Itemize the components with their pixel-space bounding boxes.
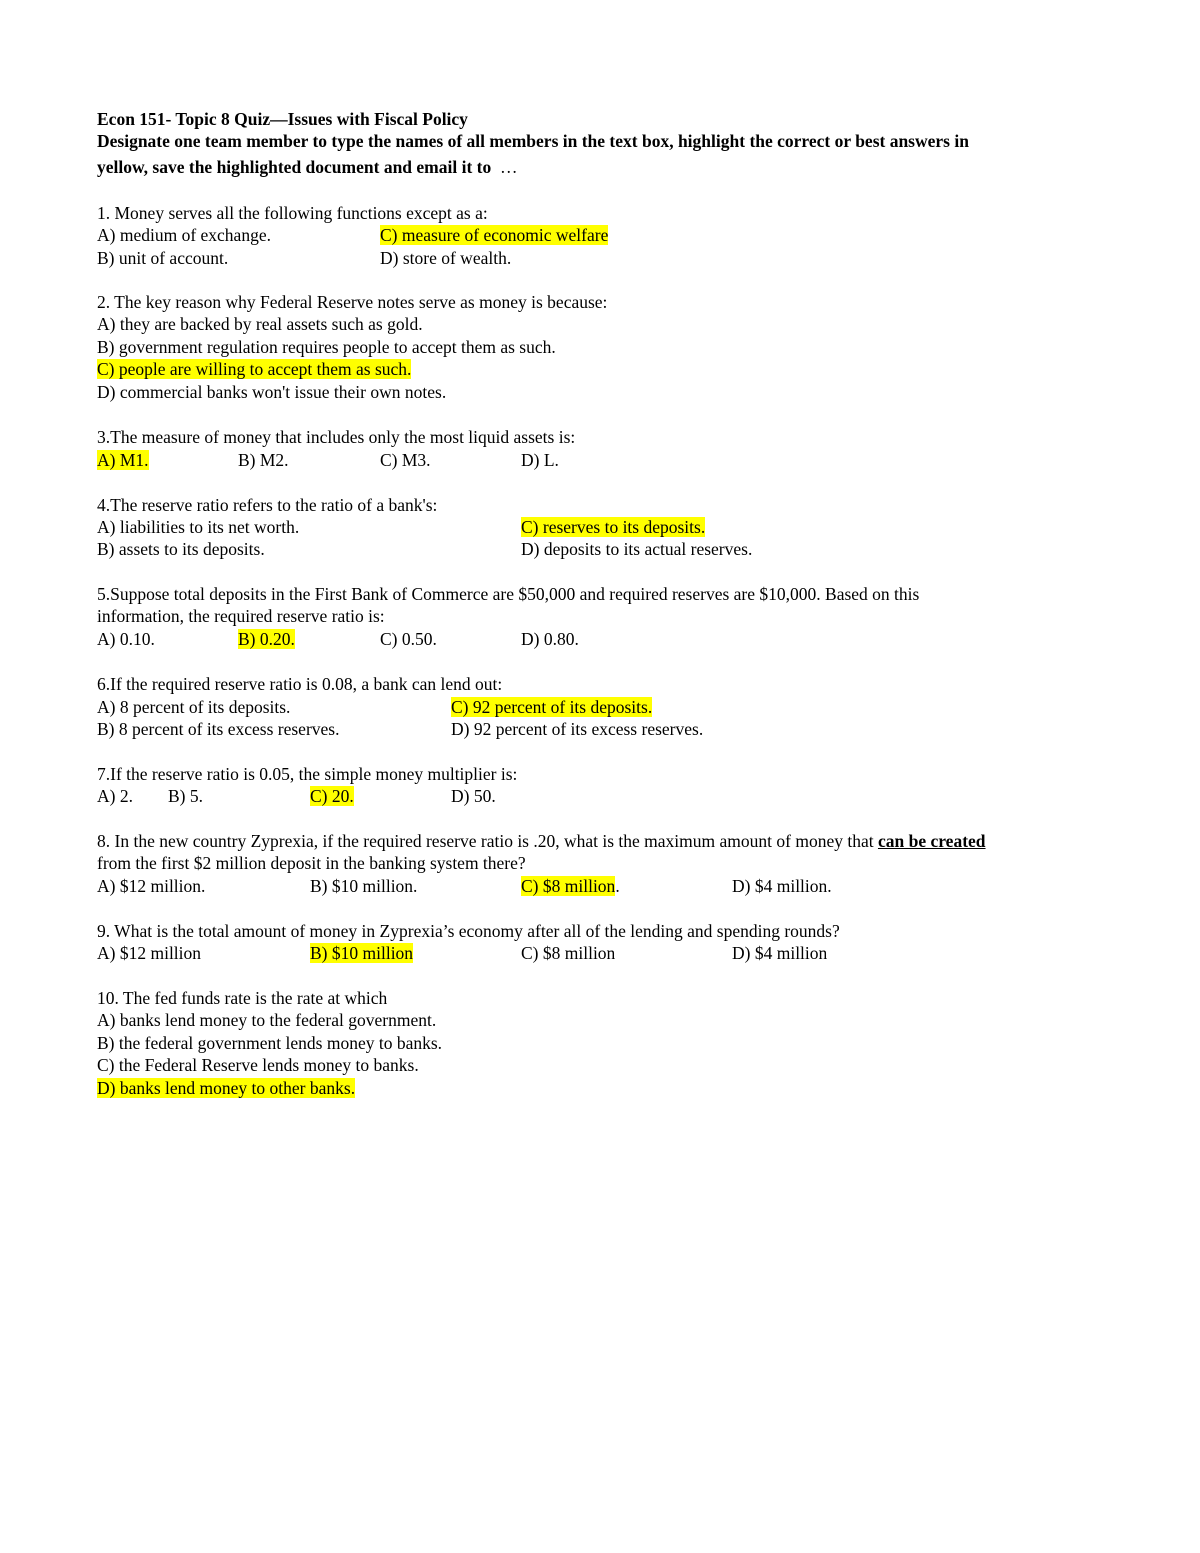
question-7-option-a: A) 2. xyxy=(97,786,133,806)
question-9-option-c: C) $8 million xyxy=(521,943,616,963)
question-6-option-b: B) 8 percent of its excess reserves. xyxy=(97,719,340,739)
question-3-prompt: 3.The measure of money that includes only the most liquid assets is: xyxy=(97,427,576,447)
quiz-title: Econ 151- Topic 8 Quiz—Issues with Fiscal Policy xyxy=(97,109,468,129)
question-2-option-a: A) they are backed by real assets such as gold. xyxy=(97,314,423,334)
question-1-option-a: A) medium of exchange. xyxy=(97,225,271,245)
question-6-prompt: 6.If the required reserve ratio is 0.08, a bank can lend out: xyxy=(97,674,503,694)
question-3-option-b: B) M2. xyxy=(238,450,289,470)
question-9-option-d: D) $4 million xyxy=(732,943,828,963)
question-7-option-c xyxy=(310,785,354,807)
answer-highlight: C) people are willing to accept them as such. xyxy=(97,359,412,379)
question-8-prompt-line-1 xyxy=(97,830,986,852)
question-6-option-c xyxy=(451,696,652,718)
question-1-option-c xyxy=(380,224,608,246)
question-10-option-d xyxy=(97,1077,355,1099)
question-10-option-b: B) the federal government lends money to banks. xyxy=(97,1033,443,1053)
question-8-option-b: B) $10 million. xyxy=(310,876,418,896)
answer-highlight: C) 20. xyxy=(310,786,354,806)
question-1-option-d: D) store of wealth. xyxy=(380,248,512,268)
question-4-option-a: A) liabilities to its net worth. xyxy=(97,517,300,537)
answer-highlight: C) measure of economic welfare xyxy=(380,225,609,245)
question-2-option-d: D) commercial banks won't issue their own notes. xyxy=(97,382,447,402)
instructions-line-2 xyxy=(97,156,518,178)
answer-highlight: B) $10 million xyxy=(310,943,414,963)
question-8-option-a: A) $12 million. xyxy=(97,876,206,896)
question-1-prompt: 1. Money serves all the following functions except as a: xyxy=(97,203,488,223)
instructions-text: yellow, save the highlighted document and email it to xyxy=(97,157,492,177)
question-1-option-b: B) unit of account. xyxy=(97,248,229,268)
question-3-option-a xyxy=(97,449,149,471)
question-4-prompt: 4.The reserve ratio refers to the ratio of a bank's: xyxy=(97,495,438,515)
option-c-period: . xyxy=(615,876,620,896)
question-5-option-c: C) 0.50. xyxy=(380,629,437,649)
question-8-prompt-text: 8. In the new country Zyprexia, if the required reserve ratio is .20, what is the maximum amount of money that xyxy=(97,831,878,851)
question-2-option-b: B) government regulation requires people to accept them as such. xyxy=(97,337,556,357)
question-6-option-a: A) 8 percent of its deposits. xyxy=(97,697,291,717)
question-10-prompt: 10. The fed funds rate is the rate at which xyxy=(97,988,388,1008)
answer-highlight: D) banks lend money to other banks. xyxy=(97,1078,356,1098)
question-9-option-a: A) $12 million xyxy=(97,943,202,963)
question-10-option-c: C) the Federal Reserve lends money to banks. xyxy=(97,1055,419,1075)
question-3-option-d: D) L. xyxy=(521,450,559,470)
instructions-ellipsis: … xyxy=(500,157,518,177)
instructions-line-1: Designate one team member to type the names of all members in the text box, highlight the correct or best answers in xyxy=(97,131,969,151)
question-9-option-b xyxy=(310,942,413,964)
question-10-option-a: A) banks lend money to the federal government. xyxy=(97,1010,437,1030)
answer-highlight: B) 0.20. xyxy=(238,629,295,649)
question-5-prompt-line-2: information, the required reserve ratio is: xyxy=(97,606,385,626)
question-5-option-b xyxy=(238,628,295,650)
question-2-option-c xyxy=(97,358,411,380)
answer-highlight: A) M1. xyxy=(97,450,149,470)
question-4-option-b: B) assets to its deposits. xyxy=(97,539,265,559)
question-5-option-d: D) 0.80. xyxy=(521,629,579,649)
question-5-option-a: A) 0.10. xyxy=(97,629,155,649)
question-8-emphasis: can be created xyxy=(877,831,986,851)
question-7-option-b: B) 5. xyxy=(168,786,203,806)
question-3-option-c: C) M3. xyxy=(380,450,431,470)
question-6-option-d: D) 92 percent of its excess reserves. xyxy=(451,719,704,739)
question-2-prompt: 2. The key reason why Federal Reserve notes serve as money is because: xyxy=(97,292,608,312)
question-9-prompt: 9. What is the total amount of money in Zyprexia’s economy after all of the lending and spending rounds? xyxy=(97,921,840,941)
question-5-prompt-line-1: 5.Suppose total deposits in the First Bank of Commerce are $50,000 and required reserves are $10,000. Based on this xyxy=(97,584,920,604)
question-8-option-c xyxy=(521,875,620,897)
answer-highlight: C) reserves to its deposits. xyxy=(521,517,706,537)
answer-highlight: C) $8 million xyxy=(521,876,616,896)
question-4-option-d: D) deposits to its actual reserves. xyxy=(521,539,753,559)
question-8-prompt-line-2: from the first $2 million deposit in the banking system there? xyxy=(97,853,526,873)
answer-highlight: C) 92 percent of its deposits. xyxy=(451,697,653,717)
question-4-option-c xyxy=(521,516,705,538)
question-7-prompt: 7.If the reserve ratio is 0.05, the simple money multiplier is: xyxy=(97,764,518,784)
question-7-option-d: D) 50. xyxy=(451,786,496,806)
question-8-option-d: D) $4 million. xyxy=(732,876,832,896)
